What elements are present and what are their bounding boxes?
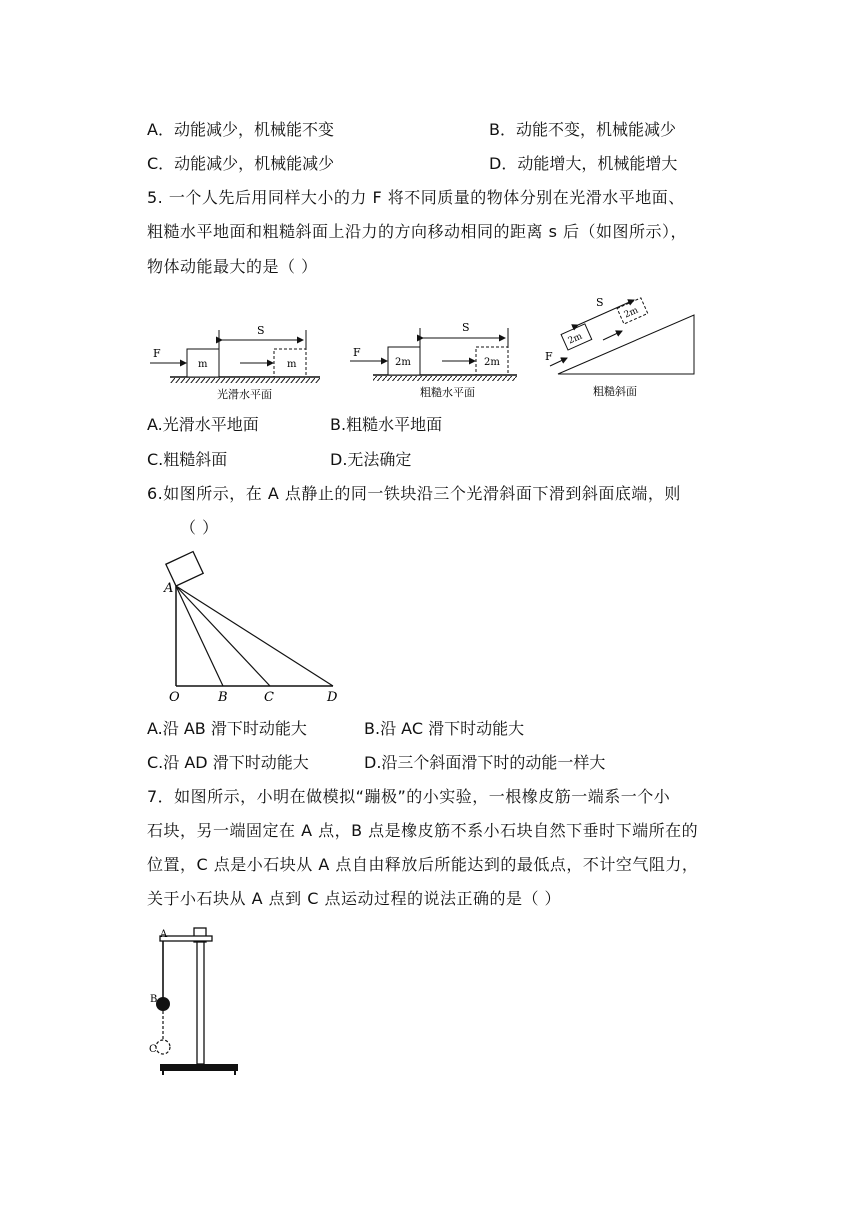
q5-mass-label: 2m <box>484 357 500 368</box>
q6-label-a: A <box>164 581 174 596</box>
q6-option-d: D.沿三个斜面滑下时的动能一样大 <box>364 753 606 772</box>
q5-caption: 粗糙斜面 <box>593 385 637 398</box>
q5-mass-label: 2m <box>566 331 584 347</box>
q5-option-b: B.粗糙水平地面 <box>330 415 443 434</box>
q5-stem-line-1: 5. 一个人先后用同样大小的力 F 将不同质量的物体分别在光滑水平地面、 <box>147 188 685 207</box>
q4-option-a: A．动能减少，机械能不变 <box>147 120 334 139</box>
q5-force-label: F <box>353 346 361 359</box>
q5-distance-label: S <box>462 321 470 334</box>
q6-label-d: D <box>327 690 338 705</box>
q5-mass-label: m <box>198 359 208 370</box>
q7-stem-line-2: 石块，另一端固定在 A 点，B 点是橡皮筋不系小石块自然下垂时下端所在的 <box>147 821 699 840</box>
q6-option-c: C.沿 AD 滑下时动能大 <box>147 753 309 772</box>
q5-caption: 光滑水平面 <box>217 388 272 401</box>
q5-mass-label: m <box>287 359 297 370</box>
q5-distance-label: S <box>596 296 604 309</box>
q7-bungee-stand <box>149 928 238 1075</box>
q7-label-b: B <box>150 994 158 1005</box>
q6-label-c: C <box>264 690 274 705</box>
q4-option-c: C．动能减少，机械能减少 <box>147 154 335 173</box>
q4-option-d: D．动能增大，机械能增大 <box>489 154 678 173</box>
q5-stem-line-3: 物体动能最大的是（ ） <box>147 257 318 276</box>
q6-option-a: A.沿 AB 滑下时动能大 <box>147 719 307 738</box>
q7-stem-line-1: 7．如图所示，小明在做模拟“蹦极”的小实验，一根橡皮筋一端系一个小 <box>147 787 671 806</box>
q5-option-c: C.粗糙斜面 <box>147 450 228 469</box>
q5-force-label: F <box>545 350 553 363</box>
q6-label-o: O <box>169 690 180 705</box>
q5-distance-label: S <box>257 324 265 337</box>
q5-mass-label: 2m <box>395 357 411 368</box>
q5-mass-label: 2m <box>622 305 640 321</box>
q5-stem-line-2: 粗糙水平地面和粗糙斜面上沿力的方向移动相同的距离 s 后（如图所示）， <box>147 222 688 241</box>
q7-stem-line-4: 关于小石块从 A 点到 C 点运动过程的说法正确的是（ ） <box>147 889 562 908</box>
q4-option-b: B．动能不变，机械能减少 <box>489 120 676 139</box>
q7-stem-line-3: 位置，C 点是小石块从 A 点自由释放后所能达到的最低点，不计空气阻力， <box>147 855 699 874</box>
q6-label-b: B <box>218 690 228 705</box>
q5-option-d: D.无法确定 <box>330 450 412 469</box>
q7-label-c: C <box>149 1044 157 1055</box>
q7-label-a: A <box>160 929 168 940</box>
q5-force-label: F <box>153 347 161 360</box>
q5-option-a: A.光滑水平地面 <box>147 415 259 434</box>
q6-stem-line-1: 6.如图所示，在 A 点静止的同一铁块沿三个光滑斜面下滑到斜面底端，则 <box>147 484 681 503</box>
q6-stem-line-2: （ ） <box>180 518 219 537</box>
q5-caption: 粗糙水平面 <box>420 386 475 399</box>
q6-option-b: B.沿 AC 滑下时动能大 <box>364 719 525 738</box>
